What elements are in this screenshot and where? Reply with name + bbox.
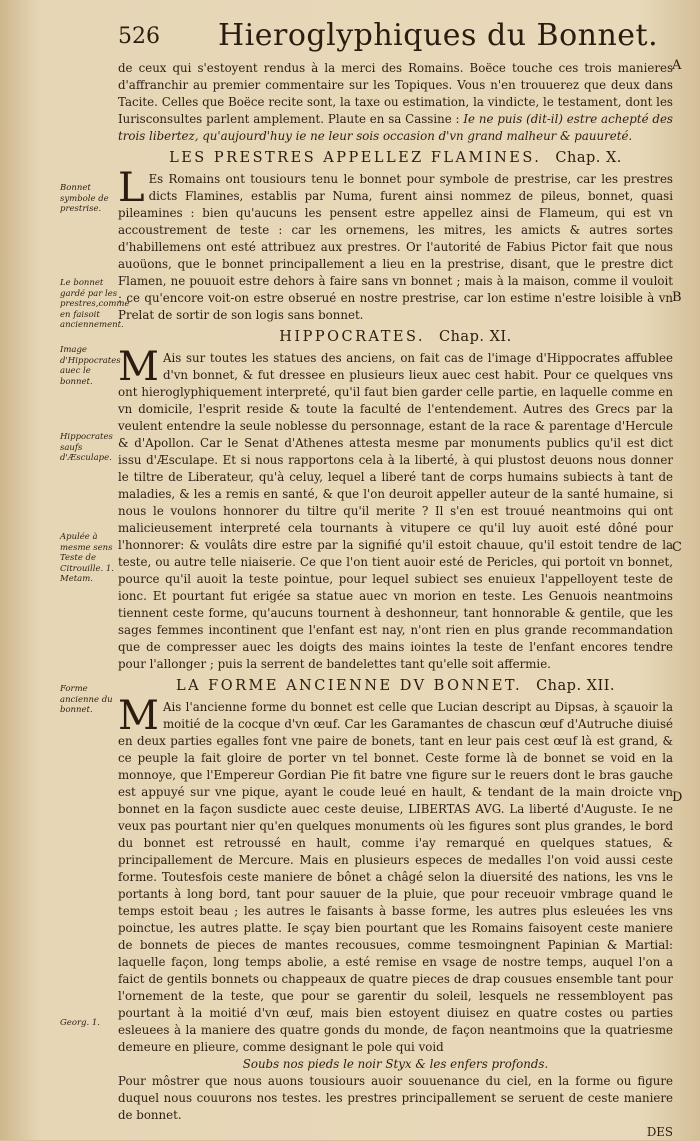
chapter-paragraph (118, 344, 673, 673)
closing-paragraph: Pour môstrer que nous auons tousiours auoir souuenance du ciel, en la forme ou figure duquel nous couurons nos testes. les prestres principallement se seruent de ceste maniere de bonnet. (118, 1074, 673, 1122)
chapter-text: Ais l'ancienne forme du bonnet est celle que Lucian descript au Dipsas, à sçauoir la moitié de la cocque d'vn œuf. Car les Garamantes de chascun œuf d'Autruche diuisé en deux parties egalles font vne paire de bonets, tant en leur pais cest œuf là est grand, & ce peuple la fait gloire de porter vn tel bonnet. Ceste forme là de bonnet se void en la monnoye, que l'Empereur Gordian Pie fit batre vne figure sur le reuers dont le bras gauche est appuyé sur vne pique, ayant le coude leué en hault, & tendant de la main droicte vn bonnet en la façon susdicte auec ceste deuise, LIBERTAS AVG. La liberté d'Auguste. Ie ne veux pas pourtant nier qu'en quelques monuments où les figures sont plus grandes, le bord du bonnet est retroussé en hault, comme i'ay remarqué en quelques statues, & principallement de Mercure. Mais en plusieurs especes de medalles l'on void aussi ceste forme. Toutesfois ceste maniere de bônet a châgé selon la diuersité des nations, les vns le portants à long bord, tant pour sauuer de la pluie, que pour receuoir vmbrage quand le temps estoit beau ; les autres le faisants à basse forme, les autres plus esleuées les vns poinctue, les autres platte. Ie sçay bien pourtant que les Romains faisoyent ceste maniere de bonnets de pieces de mantes recousues, comme tesmoingnent Papinian & Martial: laquelle façon, long temps abolie, a esté remise en vsage de nostre temps, auquel l'on a faict de gentils bonnets ou chappeaux de quatre pieces de drap cousues ensemble tant pour l'ornement de la teste, que pour se garentir du soleil, lesquels ne ressembloyent pas pourtant à la moitié d'vn œuf, mais bien estoyent diuisez en quatre costes ou parties esleuees à la maniere des quatre gonds du monde, de façon neantmoins que la quatriesme demeure en plieure, comme designant le pole qui void (118, 700, 673, 1054)
page-header (118, 18, 678, 58)
chapter-label: Chap. XII. (536, 678, 616, 694)
margin-letter: C (672, 540, 682, 555)
intro-italic-quote: Ie ne puis (dit-il) estre achepté des trois libertez, qu'aujourd'huy ie ne leur sois occasion d'vn grand malheur & pauureté. (118, 112, 673, 143)
main-text-column (118, 60, 673, 1141)
running-title: Hieroglyphiques du Bonnet. (218, 18, 659, 53)
intro-paragraph (118, 60, 673, 145)
chapter-title: LES PRESTRES APPELLEZ FLAMINES. (169, 150, 542, 166)
chapter-paragraph (118, 165, 673, 324)
intro-text: de ceux qui s'estoyent rendus à la merci des Romains. Boëce touche ces trois manieres d'affranchir au premier commentaire sur les Topiques. Vous n'en trouuerez que deux dans Tacite. Celles que Boëce recite sont, la taxe ou estimation, la vindicte, le testament, dont les Iurisconsultes parlent amplement. Plaute en sa Cassine : (118, 61, 673, 126)
chapter-title: LA FORME ANCIENNE DV BONNET. (175, 678, 523, 694)
margin-note: Apulée à mesme sens Teste de Citrouille. 1. Metam. (60, 532, 114, 584)
margin-note: Bonnet symbole de prestrise. (60, 183, 109, 214)
margin-letter: D (672, 790, 683, 805)
drop-cap: L (118, 165, 145, 211)
margin-note: Image d'Hippocrates auec le bonnet. (60, 345, 121, 387)
chapter-label: Chap. X. (555, 150, 622, 166)
margin-note: Georg. 1. (60, 1018, 100, 1028)
verse-quote: Soubs nos pieds le noir Styx & les enfers profonds. (242, 1057, 549, 1071)
margin-note: Le bonnet gardé par les prestres,comme en faisoit anciennement. (60, 278, 130, 330)
margin-letter: B (672, 290, 682, 305)
chapter-text: Es Romains ont tousiours tenu le bonnet pour symbole de prestrise, car les prestres dicts Flamines, establis par Numa, furent ainsi nommez de pileus, bonnet, quasi pileamines : bien qu'aucuns les pensent estre appellez ainsi de Flameum, qui est vn accoustrement de teste : car les ornemens, les mitres, les amicts & autres sortes d'habillemens ont esté attribuez aux prestres. Or l'autorité de Fabius Pictor fait que nous auoüons, que le bonnet principallement a lieu en la prestrise, disant, que le prestre dict Flamen, ne pouuoit estre dehors à faire sans vn bonnet ; mais à la maison, comme il vouloit : ce qu'encore voit-on estre obserué en nostre prestrise, car lon estime n'estre loisible à vn Prelat de sortir de son logis sans bonnet. (118, 172, 673, 322)
chapter-title: HIPPOCRATES. (279, 329, 425, 345)
drop-cap: M (118, 344, 159, 390)
chapter-paragraph (118, 693, 673, 1056)
chapter-heading (118, 678, 673, 695)
chapter-text: Ais sur toutes les statues des anciens, on fait cas de l'image d'Hippocrates affublee d'vn bonnet, & fut dressee en plusieurs lieux auec cest habit. Pour ce quelques vns ont hieroglyphiquement interpreté, qu'il faut bien garder celle partie, en laquelle comme en vn domicile, l'esprit reside & toute la faculté de l'entendement. Autres des Grecs par la veulent entendre la seule noblesse du personnage, estant de la race & parentage d'Hercule & d'Apollon. Car le Senat d'Athenes attesta mesme par monuments publics qu'il est dict issu d'Æsculape. Et si nous rapportons cela à la liberté, à qui plustost deuons nous donner le tiltre de Liberateur, qu'à celuy, lequel a liberé tant de corps humains subiects à tant de maladies, & les a remis en santé, & que l'on deuroit appeller auteur de la santé humaine, si nous le voulons honnorer du tiltre qu'il merite ? Il s'en est trouué neantmoins qui ont malicieusement interpreté cela tournants à vitupere ce qu'il luy auoit esté dôné pour l'honnorer: & voulâts dire estre par la signifié qu'il estoit chauue, qu'il estoit tendre de la teste, ou autre telle niaiserie. Ce que l'on tient auoir esté de Pericles, qui portoit vn bonnet, pource qu'il auoit la teste pointue, pour lequel subiect ses enuieux l'appelloyent teste de ionc. Et pourtant fut erigée sa statue auec vn morion en teste. Les Genuois neantmoins tiennent ceste forme, qu'aucuns tournent à deshonneur, tant honnorable & gentile, que les sages femmes incontinent que l'enfant est nay, n'ont rien en plus grande recommandation que de compresser auec les doigts des mains iointes la teste de l'enfant encores tendre pour l'allonger ; puis la serrent de bandelettes tant qu'elle soit affermie. (118, 351, 673, 671)
chapter-label: Chap. XI. (439, 329, 512, 345)
margin-note: Forme ancienne du bonnet. (60, 684, 113, 715)
margin-note: Hippocrates saufs d'Æsculape. (60, 432, 113, 463)
drop-cap: M (118, 693, 159, 739)
chapter-heading (118, 150, 673, 167)
chapter-heading (118, 329, 673, 346)
catchword: DES (646, 1125, 673, 1139)
margin-letter: A (672, 58, 682, 73)
page-number: 526 (118, 24, 160, 49)
